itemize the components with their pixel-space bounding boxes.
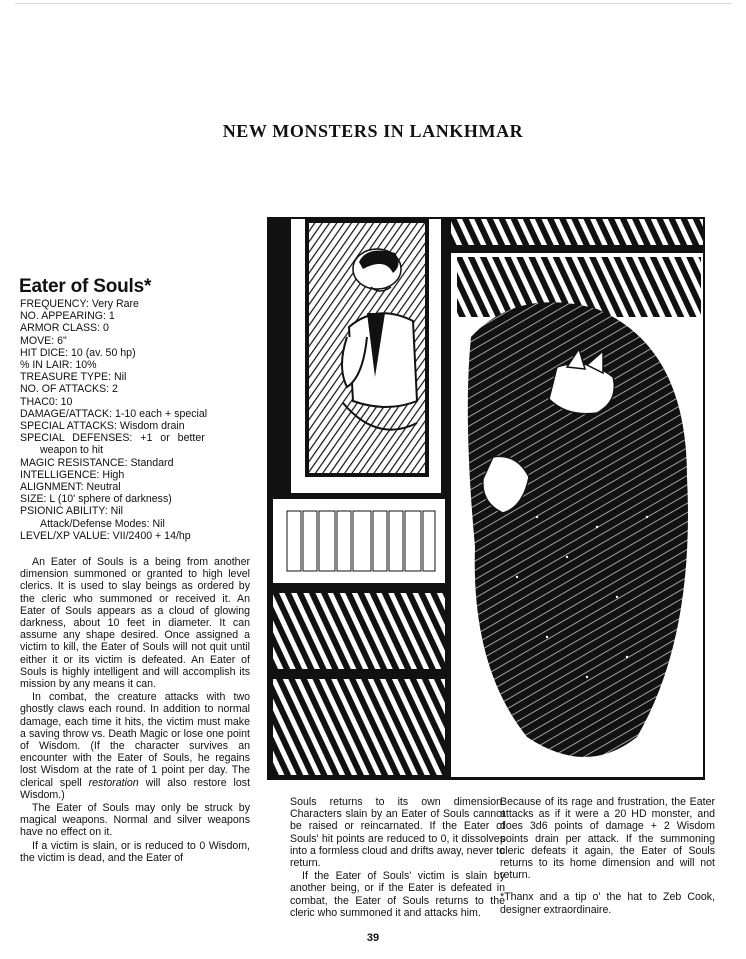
book-shelf-top bbox=[451, 219, 703, 245]
page-title: NEW MONSTERS IN LANKHMAR bbox=[222, 121, 524, 141]
body-column-left bbox=[20, 556, 250, 864]
paragraph: The Eater of Souls may only be struck by magical weapons. Normal and silver weapons have no effect on it. bbox=[20, 802, 250, 839]
stat-line: PSIONIC ABILITY: Nil bbox=[20, 505, 124, 518]
paragraph: Souls returns to its own dimension. Characters slain by an Eater of Souls cannot be raised or reincarnated. If the Eater of Souls' hit points are reduced to 0, it dissolves into a formless cloud and drifts away, never to return. bbox=[290, 796, 505, 870]
monster-name-text: Eater of Souls bbox=[19, 276, 144, 297]
spell-name: restoration bbox=[88, 776, 139, 789]
body-column-middle bbox=[290, 796, 505, 919]
stat-block bbox=[20, 298, 250, 542]
stat-line: MAGIC RESISTANCE: Standard bbox=[20, 456, 174, 469]
stat-line: SPECIAL ATTACKS: Wisdom drain bbox=[20, 420, 185, 433]
stat-line: LEVEL/XP VALUE: VII/2400 + 14/hp bbox=[20, 529, 191, 542]
eater-of-souls-illustration bbox=[267, 217, 705, 780]
footnote: *Thanx and a tip o' the hat to Zeb Cook, designer extraordinaire. bbox=[500, 891, 715, 916]
monster-name bbox=[19, 276, 151, 298]
footnote-marker: * bbox=[143, 276, 152, 297]
paragraph: Because of its rage and frustration, the Eater attacks as if it were a 20 HD monster, and does 3d6 points of damage + 2 Wisdom points drain per attack. If the summoning cleric defeats it again, the Eater of Souls returns to its home dimension and will not return. bbox=[500, 796, 715, 882]
top-rule bbox=[15, 3, 731, 4]
book-shelf-lower bbox=[273, 593, 445, 669]
stat-line: SIZE: L (10' sphere of darkness) bbox=[20, 493, 172, 506]
stat-line: FREQUENCY: Very Rare bbox=[20, 298, 139, 310]
book-shelf-bottom bbox=[273, 679, 445, 775]
page-number: 39 bbox=[366, 932, 380, 944]
paragraph: If a victim is slain, or is reduced to 0 Wisdom, the victim is dead, and the Eater of bbox=[20, 839, 250, 864]
stat-line: SPECIAL DEFENSES: +1 or better bbox=[20, 432, 205, 445]
stat-line: NO. OF ATTACKS: 2 bbox=[20, 383, 118, 396]
stat-line: INTELLIGENCE: High bbox=[20, 468, 125, 481]
stat-line: MOVE: 6" bbox=[20, 334, 67, 347]
stat-line: % IN LAIR: 10% bbox=[20, 359, 97, 372]
paragraph-text: In combat, the creature attacks with two ghostly claws each round. In addition to normal damage, each time it hits, the victim must make a saving throw vs. Death Magic or lose one point of Wisdom. (If the character survives an encounter with the Eater of Souls, he regains lost Wisdom at the rate of 1 point per day. The clerical spell bbox=[20, 691, 250, 789]
paragraph: If the Eater of Souls' victim is slain by another being, or if the Eater is defeated in combat, the Eater of Souls returns to the cleric who summoned it and attacks him. bbox=[290, 870, 505, 919]
stat-line: ALIGNMENT: Neutral bbox=[20, 481, 121, 494]
stat-line: HIT DICE: 10 (av. 50 hp) bbox=[20, 346, 136, 359]
body-column-right bbox=[500, 796, 715, 916]
stat-line: ARMOR CLASS: 0 bbox=[20, 322, 109, 335]
paragraph bbox=[20, 691, 250, 801]
stat-line: weapon to hit bbox=[40, 444, 104, 457]
paragraph: An Eater of Souls is a being from another dimension summoned or granted to high level clerics. It is used to slay beings as ordered by the cleric who summoned or received it. An Eater of Souls appears as a cloud of glowing darkness, about 10 feet in diameter. It can assume any shape desired. Once assigned a victim to kill, the Eater of Souls will not quit until either it or its victim is defeated. An Eater of Souls is highly intelligent and will accomplish its mission by any means it can. bbox=[20, 556, 250, 691]
stat-line: DAMAGE/ATTACK: 1-10 each + special bbox=[20, 407, 208, 420]
stat-line: THAC0: 10 bbox=[20, 395, 73, 408]
paragraph-text: will also restore lost Wisdom.) bbox=[20, 776, 251, 801]
stat-line: NO. APPEARING: 1 bbox=[20, 310, 115, 323]
stat-line: Attack/Defense Modes: Nil bbox=[40, 517, 165, 530]
stat-line: TREASURE TYPE: Nil bbox=[20, 371, 127, 384]
